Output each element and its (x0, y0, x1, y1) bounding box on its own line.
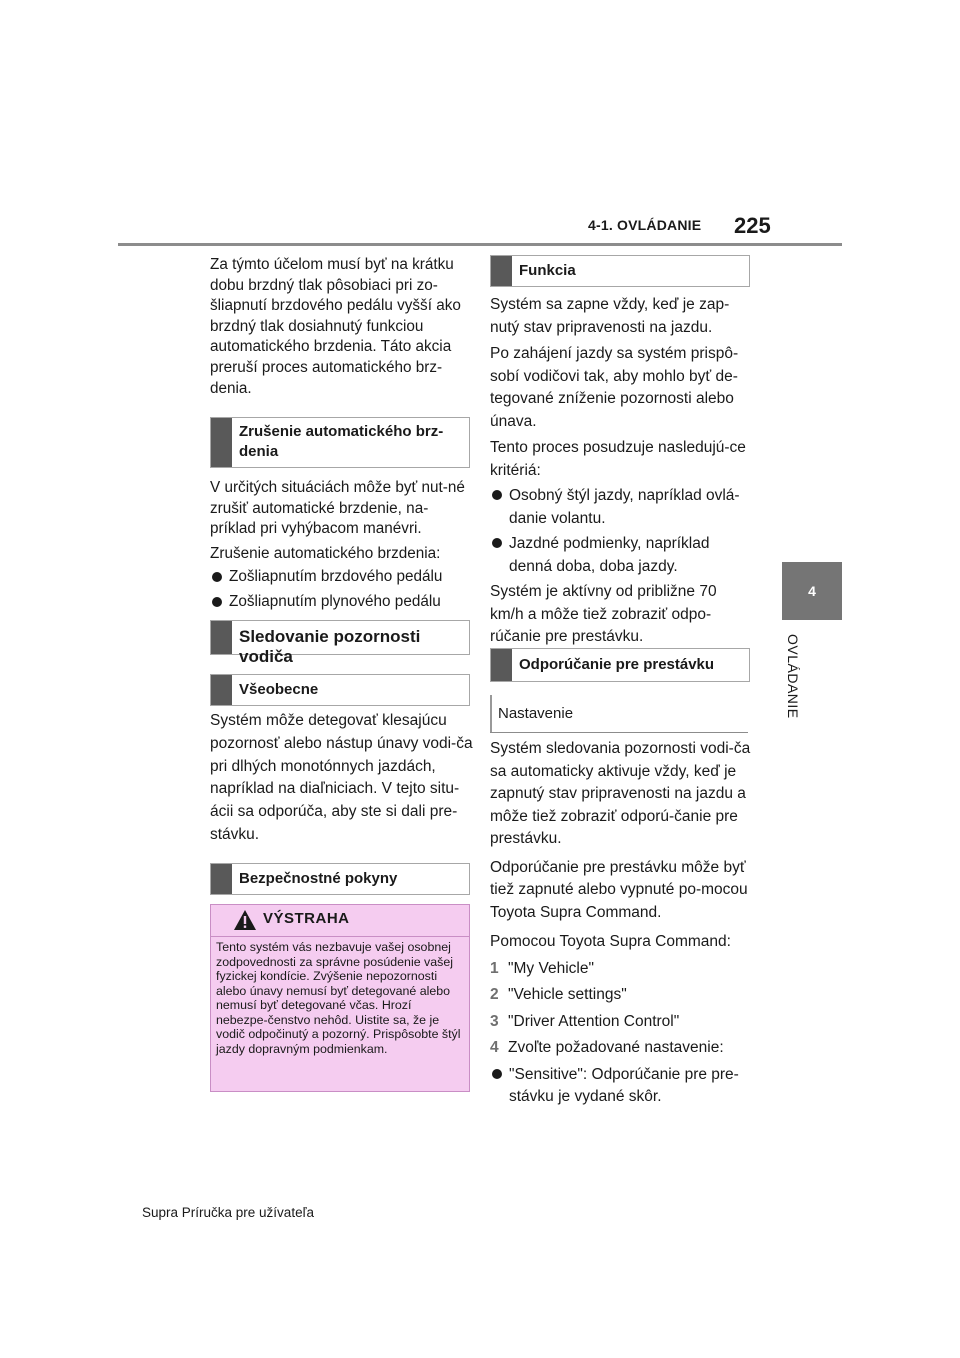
intro-text: Za týmto účelom musí byť na krátku dobu brzdný tlak pôsobiaci pri zo-šliapnutí brzdového pedálu vyšší ako brzdný tlak dosiahnutý funkciou automatického brzdenia. Táto akcia preruší proces automatického brz-denia. (210, 256, 461, 397)
paragraph: Systém je aktívny od približne 70 km/h a môže tiež zobraziť odpo-rúčanie pre prestávku. (490, 583, 717, 645)
intro-paragraph (210, 255, 470, 399)
step-text: "Driver Attention Control" (508, 1012, 680, 1030)
heading-general: Všeobecne (239, 681, 319, 698)
warning-box (210, 904, 470, 1092)
heading-box-cancel (210, 417, 470, 468)
break-section (490, 738, 754, 1109)
section-heading-box (210, 620, 470, 666)
heading-safety: Bezpečnostné pokyny (239, 870, 398, 887)
list-item: Zošliapnutím brzdového pedálu (210, 567, 472, 588)
section-heading: Sledovanie pozornosti vodiča (239, 627, 421, 666)
list-item: "Sensitive": Odporúčanie pre pre-stávku je vydané skôr. (490, 1064, 754, 1109)
paragraph: Pomocou Toyota Supra Command: (490, 933, 731, 950)
heading-bar (211, 418, 232, 467)
heading-function: Funkcia (519, 262, 576, 279)
heading-box-break (490, 648, 750, 682)
step-text: Zvoľte požadované nastavenie: (508, 1039, 724, 1056)
cancel-intro: Zrušenie automatického brzdenia: (210, 544, 441, 562)
general-section (210, 710, 474, 847)
header-rule (118, 243, 842, 246)
warning-divider (211, 936, 469, 937)
warning-title: VÝSTRAHA (263, 910, 350, 927)
warning-triangle-icon (233, 909, 257, 931)
heading-box-safety (210, 863, 470, 895)
subheading-settings (490, 695, 748, 733)
list-item: Jazdné podmienky, napríklad denná doba, doba jazdy. (490, 533, 754, 578)
page-number: 225 (734, 213, 771, 238)
function-section (490, 294, 754, 649)
step-text: "My Vehicle" (508, 959, 594, 977)
step-item (490, 1037, 754, 1060)
step-item (490, 984, 754, 1007)
paragraph: Systém sa zapne vždy, keď je zap-nutý stav pripravenosti na jazdu. (490, 296, 730, 336)
heading-cancel: Zrušenie automatického brz-denia (239, 423, 444, 460)
heading-bar (491, 256, 512, 286)
warning-text: Tento systém vás nezbavuje vašej osobnej zodpovednosti za správne posúdenie vašej fyzickej kondície. Zvýšenie nepozornosti alebo únavy nemusí byť detegované alebo nemusí byť detegované včas. Hrozí nebezpe-čenstvo nehôd. Uistite sa, že je vodič odpočinutý a pozorný. Prispôsobte štýl jazdy dopravným podmienkam. (216, 940, 461, 1056)
step-number: 2 (490, 986, 499, 1003)
step-number: 3 (490, 1012, 499, 1030)
step-number: 1 (490, 959, 499, 977)
heading-bar (491, 649, 512, 681)
settings-label: Nastavenie (498, 705, 574, 722)
chapter-label (768, 620, 818, 740)
list-item: Zošliapnutím plynového pedálu (210, 592, 472, 613)
heading-box-function (490, 255, 750, 287)
footer-text: Supra Príručka pre užívateľa (142, 1205, 315, 1220)
paragraph: Systém sledovania pozornosti vodi-ča sa automaticky aktivuje vždy, keď je zapnutý stav pripravenosti na jazdu a môže tiež zobraziť odporú-čanie pre prestávku. (490, 740, 751, 847)
cancel-section (210, 478, 472, 613)
heading-box-general (210, 674, 470, 706)
list-item: Osobný štýl jazdy, napríklad ovlá-danie volantu. (490, 485, 754, 530)
heading-bar (211, 675, 232, 705)
subheading-bar (490, 695, 492, 732)
paragraph: Odporúčanie pre prestávku môže byť tiež zapnuté alebo vypnuté po-mocou Toyota Supra Command. (490, 858, 748, 921)
chapter-label-text: OVLÁDANIE (785, 634, 801, 719)
paragraph: Tento proces posudzuje nasledujú-ce kritériá: (490, 439, 746, 479)
step-item (490, 1011, 754, 1034)
heading-bar (211, 864, 232, 894)
chapter-tab: 4 (782, 562, 842, 620)
general-text: Systém môže detegovať klesajúcu pozornosť alebo nástup únavy vodi-ča pri dlhých monotónnych jazdách, napríklad na diaľniciach. V tejto situ-ácii sa odporúča, aby ste si dali pre-stávku. (210, 712, 473, 843)
step-number: 4 (490, 1039, 499, 1056)
step-item (490, 958, 754, 981)
step-text: "Vehicle settings" (508, 986, 627, 1003)
paragraph: Po zahájení jazdy sa systém prispô-sobí vodičovi tak, aby mohlo byť de-tegované zníženie pozornosti alebo únava. (490, 345, 739, 430)
heading-bar (211, 621, 232, 654)
section-title: 4-1. OVLÁDANIE (588, 217, 702, 233)
heading-break: Odporúčanie pre prestávku (519, 656, 715, 673)
cancel-text: V určitých situáciách môže byť nut-né zrušiť automatické brzdenie, na-príklad pri vyhýbacom manévri. (210, 479, 465, 538)
